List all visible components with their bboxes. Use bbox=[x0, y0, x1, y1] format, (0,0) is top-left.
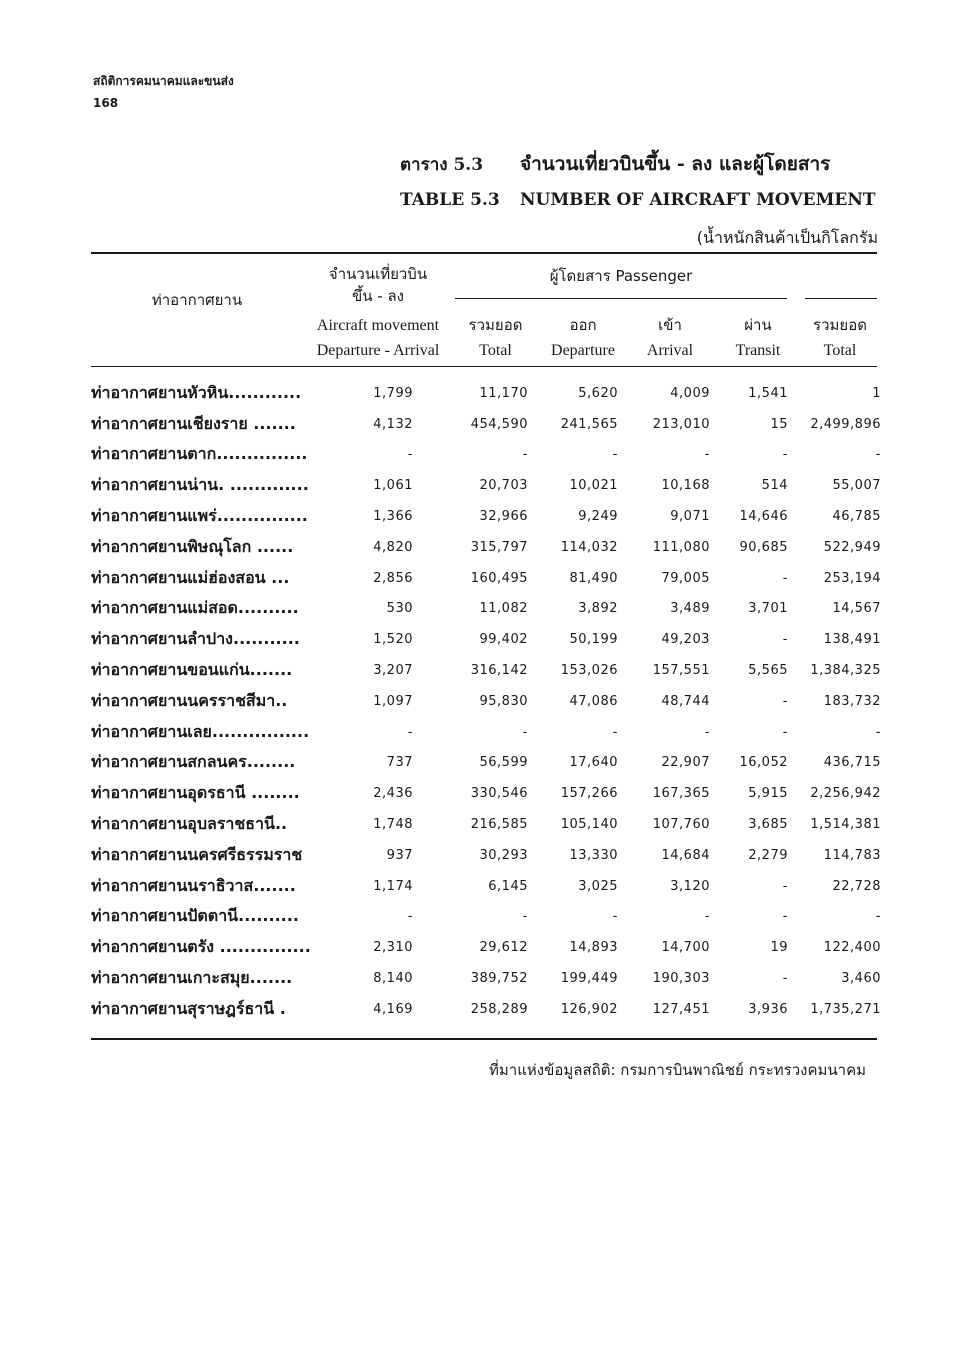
col-departure-en: Departure bbox=[551, 342, 615, 359]
value-cell: 160,495 bbox=[470, 570, 528, 586]
passenger-group-rule bbox=[455, 298, 787, 299]
value-cell: 1 bbox=[872, 385, 881, 401]
value-cell: 14,700 bbox=[661, 940, 710, 956]
airport-name-cell: ท่าอากาศยานน่าน. ............. bbox=[91, 475, 309, 495]
value-cell: 5,915 bbox=[748, 786, 788, 802]
value-cell: 316,142 bbox=[470, 663, 528, 679]
table-title bbox=[400, 146, 876, 218]
value-cell: 2,436 bbox=[373, 786, 413, 802]
col-transit-en: Transit bbox=[735, 342, 781, 359]
value-cell: 114,032 bbox=[560, 539, 618, 555]
value-cell: 114,783 bbox=[823, 847, 881, 863]
table-row bbox=[91, 809, 881, 840]
airport-name-cell: ท่าอากาศยานอุดรธานี ........ bbox=[91, 783, 300, 803]
value-cell: 522,949 bbox=[823, 539, 881, 555]
value-cell: 3,207 bbox=[373, 663, 413, 679]
table-row bbox=[91, 748, 881, 779]
value-cell: 4,132 bbox=[373, 416, 413, 432]
value-cell: - bbox=[407, 909, 413, 925]
value-cell: 126,902 bbox=[560, 1001, 618, 1017]
table-row bbox=[91, 963, 881, 994]
value-cell: 22,728 bbox=[832, 878, 881, 894]
col-airport-header: ท่าอากาศยาน bbox=[151, 291, 243, 309]
col-total2-th: รวมยอด bbox=[813, 316, 867, 334]
value-cell: 2,256,942 bbox=[810, 786, 881, 802]
airport-name-cell: ท่าอากาศยานเชียงราย ....... bbox=[91, 413, 296, 433]
value-cell: 330,546 bbox=[470, 786, 528, 802]
value-cell: 19 bbox=[770, 940, 788, 956]
value-cell: 49,203 bbox=[661, 632, 710, 648]
header-top-rule bbox=[91, 252, 877, 254]
value-cell: 530 bbox=[386, 601, 413, 617]
col-total-en: Total bbox=[479, 342, 512, 359]
value-cell: 127,451 bbox=[652, 1001, 710, 1017]
value-cell: 258,289 bbox=[470, 1001, 528, 1017]
col-transit-th: ผ่าน bbox=[744, 316, 772, 334]
title-thai-prefix: ตาราง 5.3 bbox=[400, 154, 484, 175]
data-table bbox=[91, 378, 881, 1025]
value-cell: 11,170 bbox=[479, 385, 528, 401]
value-cell: - bbox=[782, 447, 788, 463]
value-cell: - bbox=[782, 878, 788, 894]
value-cell: 4,009 bbox=[670, 385, 710, 401]
value-cell: 216,585 bbox=[470, 817, 528, 833]
title-eng-text: NUMBER OF AIRCRAFT MOVEMENT bbox=[520, 190, 876, 210]
table-row bbox=[91, 624, 881, 655]
value-cell: - bbox=[782, 632, 788, 648]
value-cell: - bbox=[875, 447, 881, 463]
value-cell: - bbox=[704, 909, 710, 925]
value-cell: 1,174 bbox=[373, 878, 413, 894]
value-cell: 14,684 bbox=[661, 847, 710, 863]
airport-name-cell: ท่าอากาศยานลำปาง........... bbox=[91, 629, 300, 649]
total-group-rule bbox=[805, 298, 877, 299]
value-cell: 315,797 bbox=[470, 539, 528, 555]
value-cell: 167,365 bbox=[652, 786, 710, 802]
table-row bbox=[91, 778, 881, 809]
value-cell: - bbox=[407, 724, 413, 740]
value-cell: 1,799 bbox=[373, 385, 413, 401]
value-cell: 389,752 bbox=[470, 971, 528, 987]
value-cell: - bbox=[782, 724, 788, 740]
value-cell: 199,449 bbox=[560, 971, 618, 987]
airport-name-cell: ท่าอากาศยานเกาะสมุย....... bbox=[91, 968, 293, 988]
table-bottom-rule bbox=[91, 1038, 877, 1040]
value-cell: 8,140 bbox=[373, 971, 413, 987]
table-row bbox=[91, 563, 881, 594]
table-row bbox=[91, 686, 881, 717]
value-cell: 5,620 bbox=[578, 385, 618, 401]
source-note: ที่มาแห่งข้อมูลสถิติ: กรมการบินพาณิชย์ กระทรวงคมนาคม bbox=[489, 1061, 866, 1079]
value-cell: 47,086 bbox=[569, 693, 618, 709]
value-cell: - bbox=[522, 447, 528, 463]
value-cell: 56,599 bbox=[479, 755, 528, 771]
value-cell: 1,514,381 bbox=[810, 817, 881, 833]
table-row bbox=[91, 378, 881, 409]
airport-name-cell: ท่าอากาศยานตรัง ............... bbox=[91, 937, 311, 957]
title-thai-text: จำนวนเที่ยวบินขึ้น - ลง และผู้โดยสาร bbox=[520, 153, 831, 175]
value-cell: - bbox=[522, 909, 528, 925]
value-cell: 3,025 bbox=[578, 878, 618, 894]
col-movement-en-2: Departure - Arrival bbox=[316, 342, 440, 359]
value-cell: - bbox=[704, 724, 710, 740]
value-cell: 514 bbox=[761, 478, 788, 494]
table-row bbox=[91, 717, 881, 748]
value-cell: 1,384,325 bbox=[810, 663, 881, 679]
page-number: 168 bbox=[93, 96, 119, 110]
value-cell: 4,169 bbox=[373, 1001, 413, 1017]
col-departure-th: ออก bbox=[569, 316, 597, 334]
airport-name-cell: ท่าอากาศยานเลย................ bbox=[91, 721, 310, 741]
value-cell: - bbox=[612, 909, 618, 925]
airport-name-cell: ท่าอากาศยานนครศรีธรรมราช bbox=[91, 844, 303, 864]
airport-name-cell: ท่าอากาศยานหัวหิน............ bbox=[91, 382, 302, 402]
title-eng-prefix: TABLE 5.3 bbox=[400, 190, 500, 210]
value-cell: 157,266 bbox=[560, 786, 618, 802]
value-cell: 32,966 bbox=[479, 509, 528, 525]
value-cell: 16,052 bbox=[739, 755, 788, 771]
airport-name-cell: ท่าอากาศยานสุราษฎร์ธานี . bbox=[91, 998, 286, 1018]
value-cell: 4,820 bbox=[373, 539, 413, 555]
value-cell: 436,715 bbox=[823, 755, 881, 771]
table-row bbox=[91, 994, 881, 1025]
airport-name-cell: ท่าอากาศยานอุบลราชธานี.. bbox=[91, 814, 288, 834]
value-cell: 14,567 bbox=[832, 601, 881, 617]
running-head: สถิติการคมนาคมและขนส่ง bbox=[93, 74, 234, 88]
value-cell: 15 bbox=[770, 416, 788, 432]
value-cell: 3,460 bbox=[841, 971, 881, 987]
value-cell: - bbox=[407, 447, 413, 463]
passenger-group-header: ผู้โดยสาร Passenger bbox=[549, 267, 693, 285]
airport-name-cell: ท่าอากาศยานปัตตานี.......... bbox=[91, 906, 299, 926]
value-cell: 22,907 bbox=[661, 755, 710, 771]
value-cell: 3,936 bbox=[748, 1001, 788, 1017]
table-row bbox=[91, 902, 881, 933]
value-cell: 105,140 bbox=[560, 817, 618, 833]
value-cell: 46,785 bbox=[832, 509, 881, 525]
value-cell: 10,168 bbox=[661, 478, 710, 494]
value-cell: - bbox=[612, 724, 618, 740]
value-cell: 190,303 bbox=[652, 971, 710, 987]
value-cell: 99,402 bbox=[479, 632, 528, 648]
table-row bbox=[91, 532, 881, 563]
value-cell: 107,760 bbox=[652, 817, 710, 833]
value-cell: 937 bbox=[386, 847, 413, 863]
table-row bbox=[91, 470, 881, 501]
value-cell: 3,701 bbox=[748, 601, 788, 617]
value-cell: 213,010 bbox=[652, 416, 710, 432]
value-cell: 79,005 bbox=[661, 570, 710, 586]
value-cell: 3,685 bbox=[748, 817, 788, 833]
value-cell: 253,194 bbox=[823, 570, 881, 586]
airport-name-cell: ท่าอากาศยานนราธิวาส....... bbox=[91, 875, 296, 895]
value-cell: - bbox=[875, 724, 881, 740]
value-cell: 3,120 bbox=[670, 878, 710, 894]
value-cell: 1,097 bbox=[373, 693, 413, 709]
col-movement-en-1: Aircraft movement bbox=[316, 317, 440, 334]
table-row bbox=[91, 409, 881, 440]
value-cell: 14,893 bbox=[569, 940, 618, 956]
value-cell: 30,293 bbox=[479, 847, 528, 863]
airport-name-cell: ท่าอากาศยานแม่ฮ่องสอน ... bbox=[91, 567, 290, 587]
table-row bbox=[91, 655, 881, 686]
value-cell: 1,541 bbox=[748, 385, 788, 401]
value-cell: - bbox=[875, 909, 881, 925]
value-cell: 55,007 bbox=[832, 478, 881, 494]
table-row bbox=[91, 501, 881, 532]
col-total2-en: Total bbox=[823, 342, 857, 359]
value-cell: 157,551 bbox=[652, 663, 710, 679]
airport-name-cell: ท่าอากาศยานแม่สอด.......... bbox=[91, 598, 299, 618]
value-cell: 9,071 bbox=[670, 509, 710, 525]
value-cell: - bbox=[782, 971, 788, 987]
value-cell: 111,080 bbox=[652, 539, 710, 555]
airport-name-cell: ท่าอากาศยานตาก............... bbox=[91, 444, 308, 464]
airport-name-cell: ท่าอากาศยานพิษณุโลก ...... bbox=[91, 536, 294, 556]
value-cell: 81,490 bbox=[569, 570, 618, 586]
value-cell: 3,489 bbox=[670, 601, 710, 617]
value-cell: 2,310 bbox=[373, 940, 413, 956]
value-cell: 1,748 bbox=[373, 817, 413, 833]
airport-name-cell: ท่าอากาศยานแพร่............... bbox=[91, 506, 308, 526]
value-cell: 20,703 bbox=[479, 478, 528, 494]
value-cell: 2,856 bbox=[373, 570, 413, 586]
value-cell: 13,330 bbox=[569, 847, 618, 863]
value-cell: - bbox=[522, 724, 528, 740]
value-cell: 138,491 bbox=[823, 632, 881, 648]
value-cell: 1,366 bbox=[373, 509, 413, 525]
value-cell: 50,199 bbox=[569, 632, 618, 648]
col-arrival-en: Arrival bbox=[646, 342, 694, 359]
value-cell: - bbox=[782, 693, 788, 709]
value-cell: 95,830 bbox=[479, 693, 528, 709]
value-cell: 183,732 bbox=[823, 693, 881, 709]
value-cell: 1,735,271 bbox=[810, 1001, 881, 1017]
airport-name-cell: ท่าอากาศยานสกลนคร........ bbox=[91, 752, 296, 772]
table-row bbox=[91, 440, 881, 471]
value-cell: 10,021 bbox=[569, 478, 618, 494]
value-cell: 454,590 bbox=[470, 416, 528, 432]
table-row bbox=[91, 840, 881, 871]
value-cell: 737 bbox=[386, 755, 413, 771]
airport-name-cell: ท่าอากาศยานนครราชสีมา.. bbox=[91, 690, 288, 710]
airport-name-cell: ท่าอากาศยานขอนแก่น....... bbox=[91, 660, 293, 680]
value-cell: - bbox=[782, 570, 788, 586]
value-cell: - bbox=[782, 909, 788, 925]
value-cell: 11,082 bbox=[479, 601, 528, 617]
value-cell: 90,685 bbox=[739, 539, 788, 555]
value-cell: 3,892 bbox=[578, 601, 618, 617]
value-cell: - bbox=[612, 447, 618, 463]
col-movement-th-1: จำนวนเที่ยวบิน bbox=[328, 265, 428, 283]
value-cell: 5,565 bbox=[748, 663, 788, 679]
value-cell: 2,279 bbox=[748, 847, 788, 863]
value-cell: 9,249 bbox=[578, 509, 618, 525]
col-arrival-th: เข้า bbox=[658, 316, 682, 334]
value-cell: 122,400 bbox=[823, 940, 881, 956]
value-cell: 1,061 bbox=[373, 478, 413, 494]
value-cell: 17,640 bbox=[569, 755, 618, 771]
unit-note: (น้ำหนักสินค้าเป็นกิโลกรัม bbox=[696, 228, 878, 247]
value-cell: - bbox=[704, 447, 710, 463]
table-row bbox=[91, 871, 881, 902]
header-bottom-rule bbox=[91, 366, 877, 367]
table-row bbox=[91, 594, 881, 625]
value-cell: 48,744 bbox=[661, 693, 710, 709]
value-cell: 1,520 bbox=[373, 632, 413, 648]
col-movement-th-2: ขึ้น - ลง bbox=[352, 287, 404, 305]
col-total-th: รวมยอด bbox=[468, 316, 523, 334]
value-cell: 29,612 bbox=[479, 940, 528, 956]
value-cell: 241,565 bbox=[560, 416, 618, 432]
value-cell: 153,026 bbox=[560, 663, 618, 679]
value-cell: 6,145 bbox=[488, 878, 528, 894]
table-row bbox=[91, 932, 881, 963]
value-cell: 14,646 bbox=[739, 509, 788, 525]
value-cell: 2,499,896 bbox=[810, 416, 881, 432]
